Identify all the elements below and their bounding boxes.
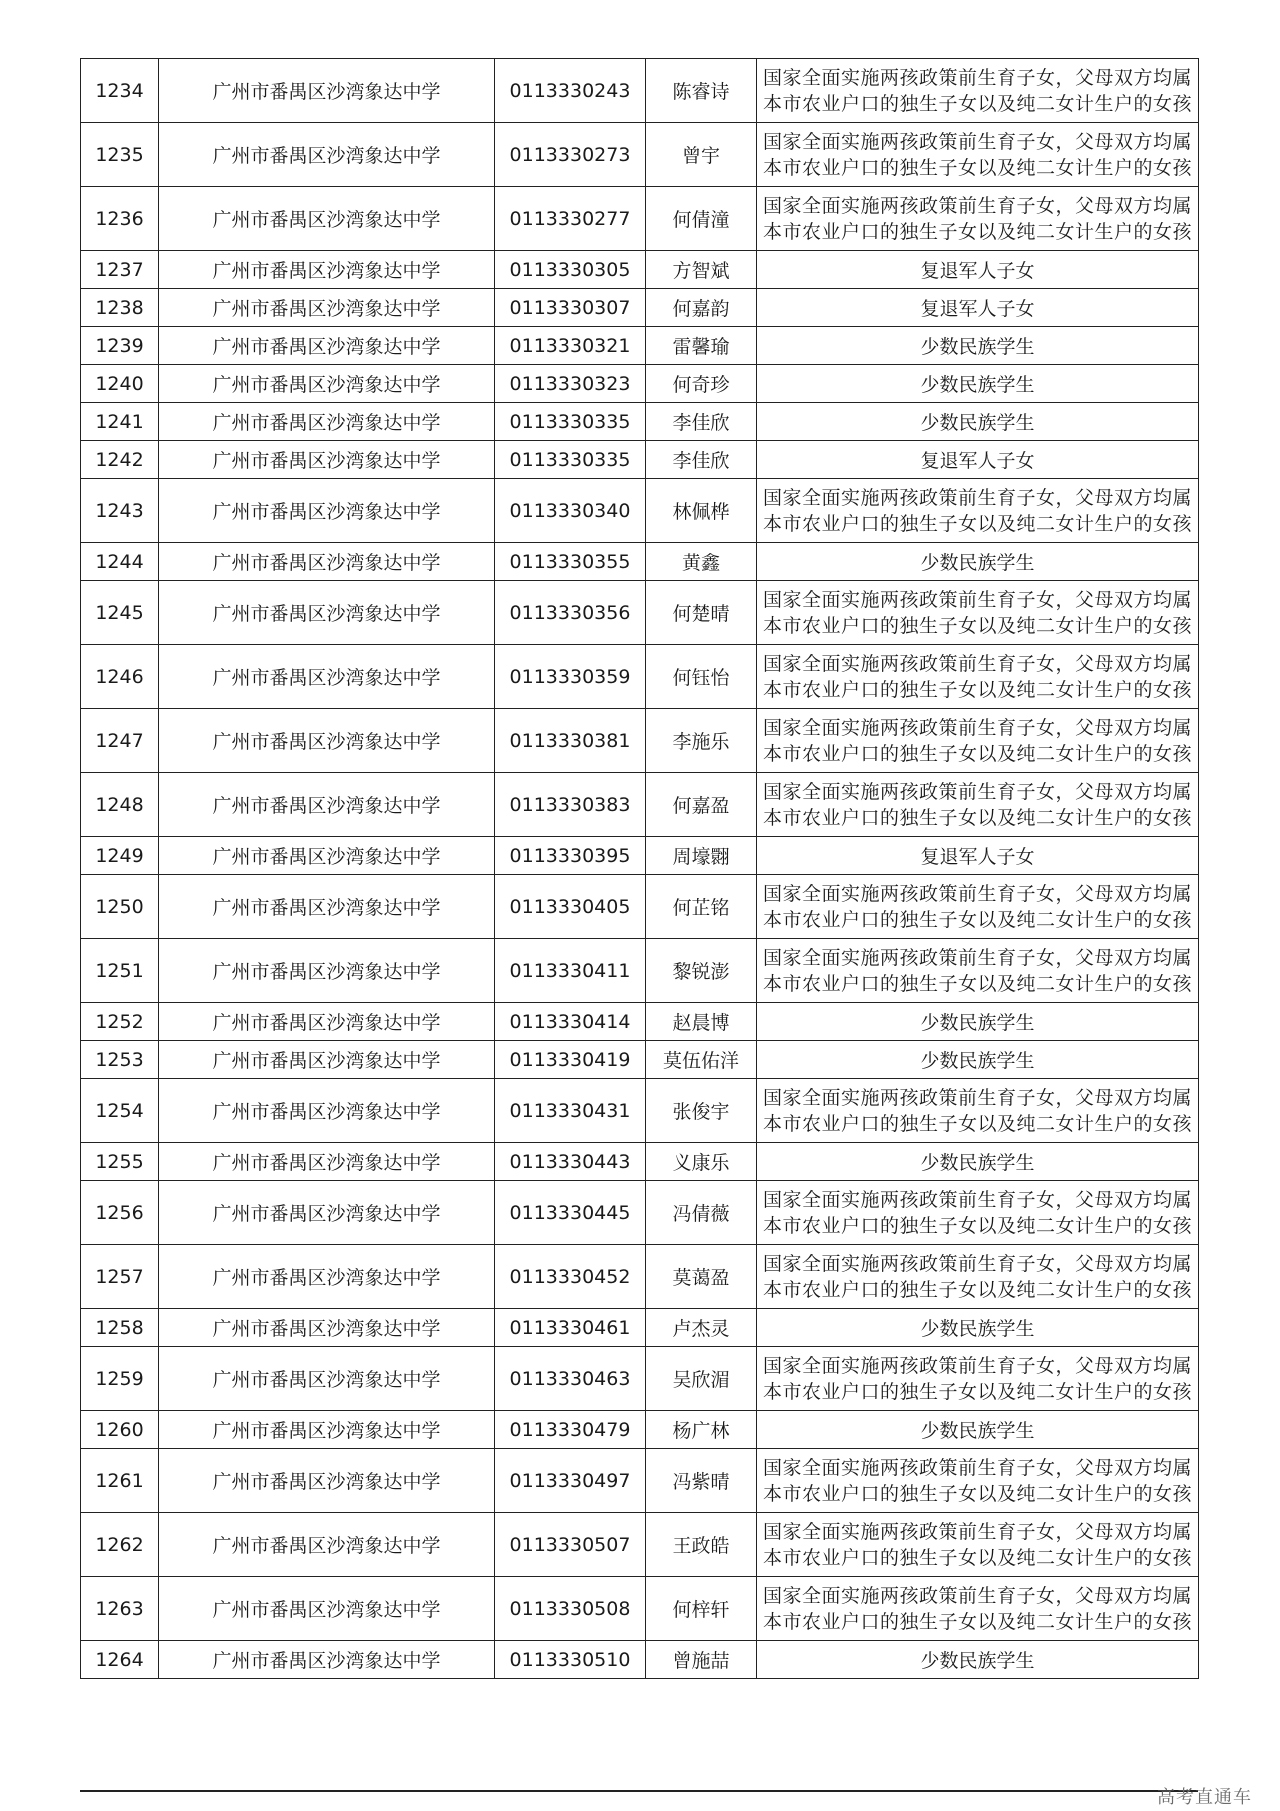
category-line: 本市农业户口的独生子女以及纯二女计生户的女孩 [763,806,1193,829]
student-code-cell: 0113330510 [495,1641,646,1679]
school-cell: 广州市番禺区沙湾象达中学 [159,1309,495,1347]
school-cell: 广州市番禺区沙湾象达中学 [159,939,495,1003]
row-number-cell: 1240 [81,365,159,403]
category-cell [757,289,1199,327]
table-row [81,1143,1199,1181]
category-line: 国家全面实施两孩政策前生育子女，父母双方均属 [763,780,1193,803]
category-line: 国家全面实施两孩政策前生育子女，父母双方均属 [763,1086,1193,1109]
bottom-rule [80,1790,1198,1792]
student-name-cell: 曾宇 [646,123,757,187]
table-row [81,773,1199,837]
table-row [81,403,1199,441]
student-name-cell: 吴欣湄 [646,1347,757,1411]
category-line: 国家全面实施两孩政策前生育子女，父母双方均属 [763,486,1193,509]
student-code-cell: 0113330443 [495,1143,646,1181]
category-line: 国家全面实施两孩政策前生育子女，父母双方均属 [763,66,1193,89]
category-cell [757,773,1199,837]
school-cell: 广州市番禺区沙湾象达中学 [159,251,495,289]
category-line: 国家全面实施两孩政策前生育子女，父母双方均属 [763,588,1193,611]
table-row [81,1641,1199,1679]
category-cell [757,1245,1199,1309]
student-name-cell: 何嘉盈 [646,773,757,837]
school-cell: 广州市番禺区沙湾象达中学 [159,1181,495,1245]
student-code-cell: 0113330497 [495,1449,646,1513]
table-row [81,1309,1199,1347]
table-row [81,1577,1199,1641]
category-cell [757,59,1199,123]
table-row [81,327,1199,365]
school-cell: 广州市番禺区沙湾象达中学 [159,1347,495,1411]
student-code-cell: 0113330414 [495,1003,646,1041]
category-line: 本市农业户口的独生子女以及纯二女计生户的女孩 [763,1112,1193,1135]
school-cell: 广州市番禺区沙湾象达中学 [159,773,495,837]
school-cell: 广州市番禺区沙湾象达中学 [159,875,495,939]
table-row [81,187,1199,251]
table-row [81,1041,1199,1079]
category-line: 少数民族学生 [920,1012,1035,1034]
row-number-cell: 1264 [81,1641,159,1679]
student-name-cell: 莫伍佑洋 [646,1041,757,1079]
row-number-cell: 1260 [81,1411,159,1449]
table-row [81,1449,1199,1513]
table-row [81,479,1199,543]
category-cell [757,875,1199,939]
student-code-cell: 0113330461 [495,1309,646,1347]
category-cell [757,365,1199,403]
student-name-cell: 何钰怡 [646,645,757,709]
student-code-cell: 0113330419 [495,1041,646,1079]
table-row [81,289,1199,327]
watermark: 高考直通车 [1157,1787,1252,1808]
school-cell: 广州市番禺区沙湾象达中学 [159,1079,495,1143]
table-row [81,581,1199,645]
row-number-cell: 1254 [81,1079,159,1143]
school-cell: 广州市番禺区沙湾象达中学 [159,479,495,543]
school-cell: 广州市番禺区沙湾象达中学 [159,187,495,251]
category-cell [757,1411,1199,1449]
category-line: 少数民族学生 [920,552,1035,574]
school-cell: 广州市番禺区沙湾象达中学 [159,645,495,709]
row-number-cell: 1253 [81,1041,159,1079]
table-row [81,1411,1199,1449]
school-cell: 广州市番禺区沙湾象达中学 [159,709,495,773]
row-number-cell: 1246 [81,645,159,709]
table-row [81,1181,1199,1245]
school-cell: 广州市番禺区沙湾象达中学 [159,289,495,327]
row-number-cell: 1245 [81,581,159,645]
category-line: 本市农业户口的独生子女以及纯二女计生户的女孩 [763,1546,1193,1569]
category-cell [757,1143,1199,1181]
category-line: 国家全面实施两孩政策前生育子女，父母双方均属 [763,1354,1193,1377]
row-number-cell: 1234 [81,59,159,123]
table-row [81,939,1199,1003]
student-code-cell: 0113330359 [495,645,646,709]
student-name-cell: 黎锐澎 [646,939,757,1003]
category-line: 少数民族学生 [920,374,1035,396]
student-code-cell: 0113330243 [495,59,646,123]
category-line: 少数民族学生 [920,1650,1035,1672]
table-row [81,1513,1199,1577]
category-cell [757,1309,1199,1347]
category-line: 国家全面实施两孩政策前生育子女，父母双方均属 [763,1584,1193,1607]
row-number-cell: 1235 [81,123,159,187]
category-cell [757,837,1199,875]
student-code-cell: 0113330479 [495,1411,646,1449]
row-number-cell: 1244 [81,543,159,581]
table-row [81,1079,1199,1143]
student-name-cell: 何倩潼 [646,187,757,251]
category-line: 本市农业户口的独生子女以及纯二女计生户的女孩 [763,678,1193,701]
category-line: 本市农业户口的独生子女以及纯二女计生户的女孩 [763,92,1193,115]
student-name-cell: 林佩桦 [646,479,757,543]
school-cell: 广州市番禺区沙湾象达中学 [159,1641,495,1679]
category-line: 本市农业户口的独生子女以及纯二女计生户的女孩 [763,1278,1193,1301]
category-cell [757,939,1199,1003]
student-code-cell: 0113330355 [495,543,646,581]
school-cell: 广州市番禺区沙湾象达中学 [159,59,495,123]
student-code-cell: 0113330335 [495,441,646,479]
row-number-cell: 1250 [81,875,159,939]
school-cell: 广州市番禺区沙湾象达中学 [159,1577,495,1641]
category-cell [757,543,1199,581]
school-cell: 广州市番禺区沙湾象达中学 [159,123,495,187]
row-number-cell: 1247 [81,709,159,773]
student-code-cell: 0113330463 [495,1347,646,1411]
student-code-cell: 0113330445 [495,1181,646,1245]
row-number-cell: 1238 [81,289,159,327]
row-number-cell: 1251 [81,939,159,1003]
student-code-cell: 0113330452 [495,1245,646,1309]
student-name-cell: 冯紫晴 [646,1449,757,1513]
school-cell: 广州市番禺区沙湾象达中学 [159,327,495,365]
school-cell: 广州市番禺区沙湾象达中学 [159,1041,495,1079]
category-line: 国家全面实施两孩政策前生育子女，父母双方均属 [763,1188,1193,1211]
category-cell [757,1449,1199,1513]
category-line: 少数民族学生 [920,336,1035,358]
student-code-cell: 0113330335 [495,403,646,441]
category-line: 本市农业户口的独生子女以及纯二女计生户的女孩 [763,1214,1193,1237]
category-cell [757,327,1199,365]
student-code-cell: 0113330381 [495,709,646,773]
category-line: 本市农业户口的独生子女以及纯二女计生户的女孩 [763,908,1193,931]
school-cell: 广州市番禺区沙湾象达中学 [159,1003,495,1041]
category-line: 少数民族学生 [920,1318,1035,1340]
category-cell [757,1513,1199,1577]
student-name-cell: 莫蔼盈 [646,1245,757,1309]
student-code-cell: 0113330383 [495,773,646,837]
table-row [81,1347,1199,1411]
table-row [81,543,1199,581]
category-line: 国家全面实施两孩政策前生育子女，父母双方均属 [763,946,1193,969]
school-cell: 广州市番禺区沙湾象达中学 [159,1143,495,1181]
category-line: 本市农业户口的独生子女以及纯二女计生户的女孩 [763,1380,1193,1403]
row-number-cell: 1257 [81,1245,159,1309]
category-line: 复退军人子女 [920,846,1035,868]
roster-table-body [81,59,1199,1679]
category-line: 国家全面实施两孩政策前生育子女，父母双方均属 [763,1252,1193,1275]
student-code-cell: 0113330507 [495,1513,646,1577]
category-cell [757,1577,1199,1641]
table-row [81,59,1199,123]
school-cell: 广州市番禺区沙湾象达中学 [159,543,495,581]
student-name-cell: 冯倩薇 [646,1181,757,1245]
student-name-cell: 李佳欣 [646,403,757,441]
category-cell [757,251,1199,289]
table-row [81,251,1199,289]
table-row [81,1003,1199,1041]
category-cell [757,1347,1199,1411]
category-cell [757,187,1199,251]
student-code-cell: 0113330340 [495,479,646,543]
category-line: 本市农业户口的独生子女以及纯二女计生户的女孩 [763,220,1193,243]
category-line: 本市农业户口的独生子女以及纯二女计生户的女孩 [763,972,1193,995]
table-row [81,123,1199,187]
student-code-cell: 0113330273 [495,123,646,187]
category-line: 复退军人子女 [920,260,1035,282]
category-cell [757,645,1199,709]
category-line: 本市农业户口的独生子女以及纯二女计生户的女孩 [763,614,1193,637]
school-cell: 广州市番禺区沙湾象达中学 [159,441,495,479]
category-cell [757,1003,1199,1041]
row-number-cell: 1258 [81,1309,159,1347]
category-line: 国家全面实施两孩政策前生育子女，父母双方均属 [763,130,1193,153]
school-cell: 广州市番禺区沙湾象达中学 [159,837,495,875]
student-code-cell: 0113330405 [495,875,646,939]
table-row [81,365,1199,403]
school-cell: 广州市番禺区沙湾象达中学 [159,1449,495,1513]
category-line: 本市农业户口的独生子女以及纯二女计生户的女孩 [763,156,1193,179]
category-line: 国家全面实施两孩政策前生育子女，父母双方均属 [763,1520,1193,1543]
row-number-cell: 1252 [81,1003,159,1041]
school-cell: 广州市番禺区沙湾象达中学 [159,403,495,441]
category-cell [757,709,1199,773]
row-number-cell: 1241 [81,403,159,441]
row-number-cell: 1255 [81,1143,159,1181]
category-line: 国家全面实施两孩政策前生育子女，父母双方均属 [763,1456,1193,1479]
row-number-cell: 1242 [81,441,159,479]
category-line: 复退军人子女 [920,450,1035,472]
student-code-cell: 0113330508 [495,1577,646,1641]
student-code-cell: 0113330323 [495,365,646,403]
category-line: 少数民族学生 [920,1152,1035,1174]
student-name-cell: 何嘉韵 [646,289,757,327]
table-row [81,441,1199,479]
category-cell [757,1181,1199,1245]
student-name-cell: 王政皓 [646,1513,757,1577]
student-code-cell: 0113330395 [495,837,646,875]
category-cell [757,123,1199,187]
student-name-cell: 何芷铭 [646,875,757,939]
student-code-cell: 0113330431 [495,1079,646,1143]
school-cell: 广州市番禺区沙湾象达中学 [159,581,495,645]
category-cell [757,403,1199,441]
category-line: 本市农业户口的独生子女以及纯二女计生户的女孩 [763,512,1193,535]
category-cell [757,479,1199,543]
category-line: 复退军人子女 [920,298,1035,320]
student-code-cell: 0113330277 [495,187,646,251]
category-cell [757,1641,1199,1679]
row-number-cell: 1249 [81,837,159,875]
document-page [80,58,1198,1679]
category-line: 本市农业户口的独生子女以及纯二女计生户的女孩 [763,1610,1193,1633]
category-line: 国家全面实施两孩政策前生育子女，父母双方均属 [763,716,1193,739]
table-row [81,837,1199,875]
row-number-cell: 1261 [81,1449,159,1513]
student-name-cell: 何梓轩 [646,1577,757,1641]
category-line: 本市农业户口的独生子女以及纯二女计生户的女孩 [763,1482,1193,1505]
row-number-cell: 1263 [81,1577,159,1641]
table-row [81,875,1199,939]
student-name-cell: 何楚晴 [646,581,757,645]
student-name-cell: 李施乐 [646,709,757,773]
school-cell: 广州市番禺区沙湾象达中学 [159,1513,495,1577]
school-cell: 广州市番禺区沙湾象达中学 [159,365,495,403]
row-number-cell: 1248 [81,773,159,837]
category-line: 国家全面实施两孩政策前生育子女，父母双方均属 [763,194,1193,217]
category-line: 少数民族学生 [920,1420,1035,1442]
row-number-cell: 1237 [81,251,159,289]
student-code-cell: 0113330305 [495,251,646,289]
row-number-cell: 1236 [81,187,159,251]
student-name-cell: 何奇珍 [646,365,757,403]
student-code-cell: 0113330307 [495,289,646,327]
row-number-cell: 1243 [81,479,159,543]
row-number-cell: 1256 [81,1181,159,1245]
student-name-cell: 卢杰灵 [646,1309,757,1347]
student-name-cell: 赵晨博 [646,1003,757,1041]
school-cell: 广州市番禺区沙湾象达中学 [159,1245,495,1309]
row-number-cell: 1259 [81,1347,159,1411]
student-name-cell: 黄鑫 [646,543,757,581]
student-name-cell: 曾施喆 [646,1641,757,1679]
table-row [81,1245,1199,1309]
row-number-cell: 1262 [81,1513,159,1577]
student-name-cell: 雷馨瑜 [646,327,757,365]
student-name-cell: 陈睿诗 [646,59,757,123]
category-line: 少数民族学生 [920,1050,1035,1072]
category-line: 国家全面实施两孩政策前生育子女，父母双方均属 [763,652,1193,675]
row-number-cell: 1239 [81,327,159,365]
student-name-cell: 张俊宇 [646,1079,757,1143]
category-line: 国家全面实施两孩政策前生育子女，父母双方均属 [763,882,1193,905]
student-name-cell: 义康乐 [646,1143,757,1181]
student-name-cell: 方智斌 [646,251,757,289]
student-name-cell: 杨广林 [646,1411,757,1449]
student-code-cell: 0113330321 [495,327,646,365]
category-cell [757,1041,1199,1079]
category-cell [757,581,1199,645]
table-row [81,645,1199,709]
category-line: 本市农业户口的独生子女以及纯二女计生户的女孩 [763,742,1193,765]
category-line: 少数民族学生 [920,412,1035,434]
category-cell [757,441,1199,479]
table-row [81,709,1199,773]
roster-table [80,58,1199,1679]
category-cell [757,1079,1199,1143]
school-cell: 广州市番禺区沙湾象达中学 [159,1411,495,1449]
student-name-cell: 李佳欣 [646,441,757,479]
student-code-cell: 0113330411 [495,939,646,1003]
student-code-cell: 0113330356 [495,581,646,645]
student-name-cell: 周壕翾 [646,837,757,875]
